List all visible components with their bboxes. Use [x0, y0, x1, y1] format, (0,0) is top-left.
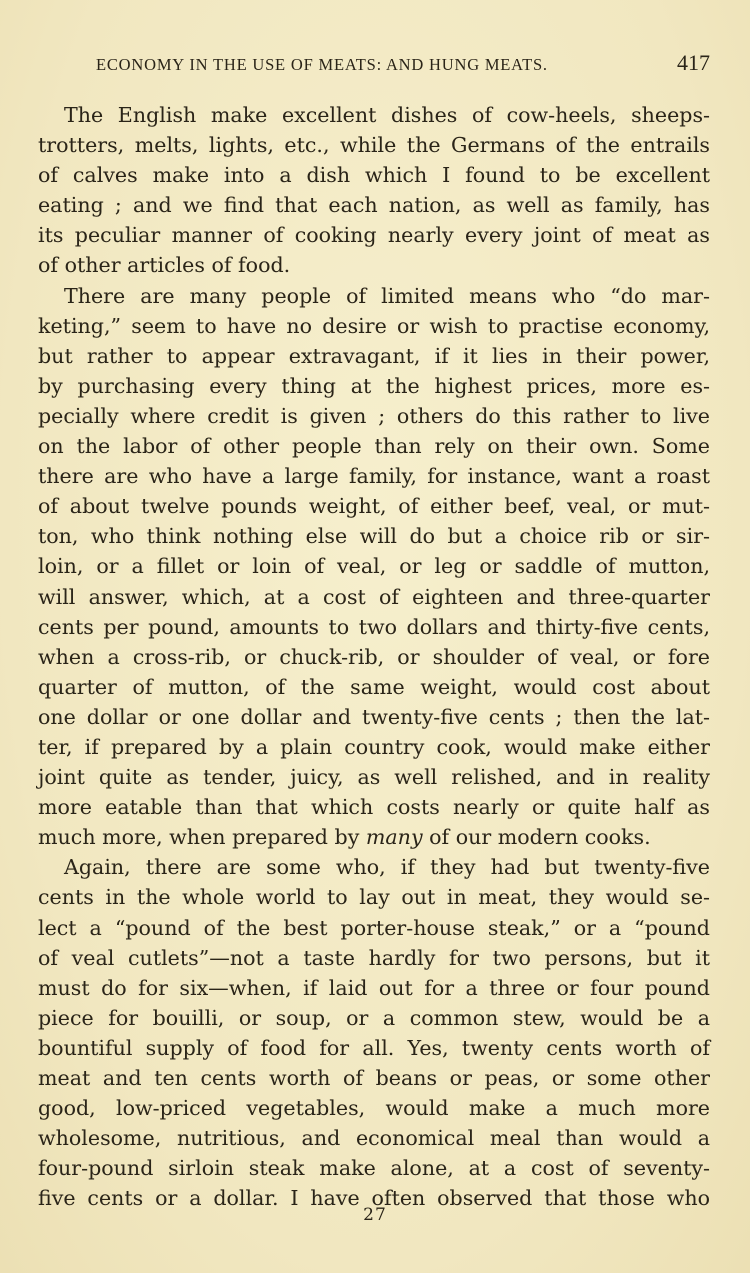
text-line: five cents or a dollar. I have often observed that those who [38, 1186, 710, 1211]
text-line: piece for bouilli, or soup, or a common stew, would be a [38, 1005, 710, 1030]
running-title: ECONOMY IN THE USE OF MEATS: AND HUNG MEATS. [96, 55, 548, 74]
text-line: of about twelve pounds weight, of either beef, veal, or mut- [38, 494, 710, 519]
text-line: ton, who think nothing else will do but a choice rib or sir- [38, 524, 710, 549]
text-line: trotters, melts, lights, etc., while the Germans of the entrails [38, 133, 710, 158]
text-line: will answer, which, at a cost of eighteen and three-quarter [38, 584, 710, 609]
text-line: loin, or a fillet or loin of veal, or leg or saddle of mutton, [38, 554, 710, 579]
book-page [38, 50, 710, 1213]
text-line: joint quite as tender, juicy, as well relished, and in reality [38, 765, 710, 790]
running-header [38, 50, 710, 80]
text-line: cents in the whole world to lay out in meat, they would se- [38, 885, 710, 910]
text-line: There are many people of limited means who “do mar- [64, 283, 710, 308]
text-line: one dollar or one dollar and twenty-five cents ; then the lat- [38, 704, 710, 729]
text-line: pecially where credit is given ; others do this rather to live [38, 403, 710, 428]
text-line: when a cross-rib, or chuck-rib, or shoulder of veal, or fore [38, 644, 710, 669]
text-line: by purchasing every thing at the highest prices, more es- [38, 373, 710, 398]
page-body [38, 100, 710, 1213]
text-line: Again, there are some who, if they had but twenty-five [64, 855, 710, 880]
text-line: ter, if prepared by a plain country cook, would make either [38, 734, 710, 759]
paragraph-1 [38, 100, 710, 281]
text-line: cents per pound, amounts to two dollars and thirty-five cents, [38, 614, 710, 639]
text-line: wholesome, nutritious, and economical meal than would a [38, 1126, 710, 1151]
text-line: The English make excellent dishes of cow-heels, sheeps- [64, 103, 710, 127]
text-line: its peculiar manner of cooking nearly every joint of meat as [38, 223, 710, 248]
text-line [38, 822, 710, 852]
paragraph-3 [38, 852, 710, 1213]
text-run: much more, when prepared by [38, 825, 366, 850]
paragraph-2 [38, 281, 710, 853]
text-line: eating ; and we find that each nation, as well as family, has [38, 193, 710, 218]
text-line: more eatable than that which costs nearly or quite half as [38, 795, 710, 820]
text-line: keting,” seem to have no desire or wish to practise economy, [38, 313, 710, 338]
text-line: of calves make into a dish which I found to be excellent [38, 163, 710, 188]
italic-word: many [365, 825, 423, 850]
text-line: lect a “pound of the best porter-house steak,” or a “pound [38, 915, 710, 940]
text-line: but rather to appear extravagant, if it lies in their power, [38, 343, 710, 368]
text-line: quarter of mutton, of the same weight, would cost about [38, 674, 710, 699]
signature-mark: 27 [363, 1205, 387, 1225]
text-line: must do for six—when, if laid out for a three or four pound [38, 975, 710, 1000]
text-run: of our modern cooks. [422, 825, 651, 850]
text-line: on the labor of other people than rely on their own. Some [38, 434, 710, 459]
text-line: bountiful supply of food for all. Yes, twenty cents worth of [38, 1035, 710, 1060]
text-line: of other articles of food. [38, 253, 291, 278]
text-line: good, low-priced vegetables, would make a much more [38, 1096, 710, 1121]
text-line: meat and ten cents worth of beans or peas, or some other [38, 1066, 710, 1090]
text-line: four-pound sirloin steak make alone, at a cost of seventy- [38, 1156, 710, 1181]
text-line: there are who have a large family, for instance, want a roast [38, 464, 710, 489]
page-number: 417 [677, 50, 710, 75]
text-line: of veal cutlets”—not a taste hardly for two persons, but it [38, 945, 710, 970]
